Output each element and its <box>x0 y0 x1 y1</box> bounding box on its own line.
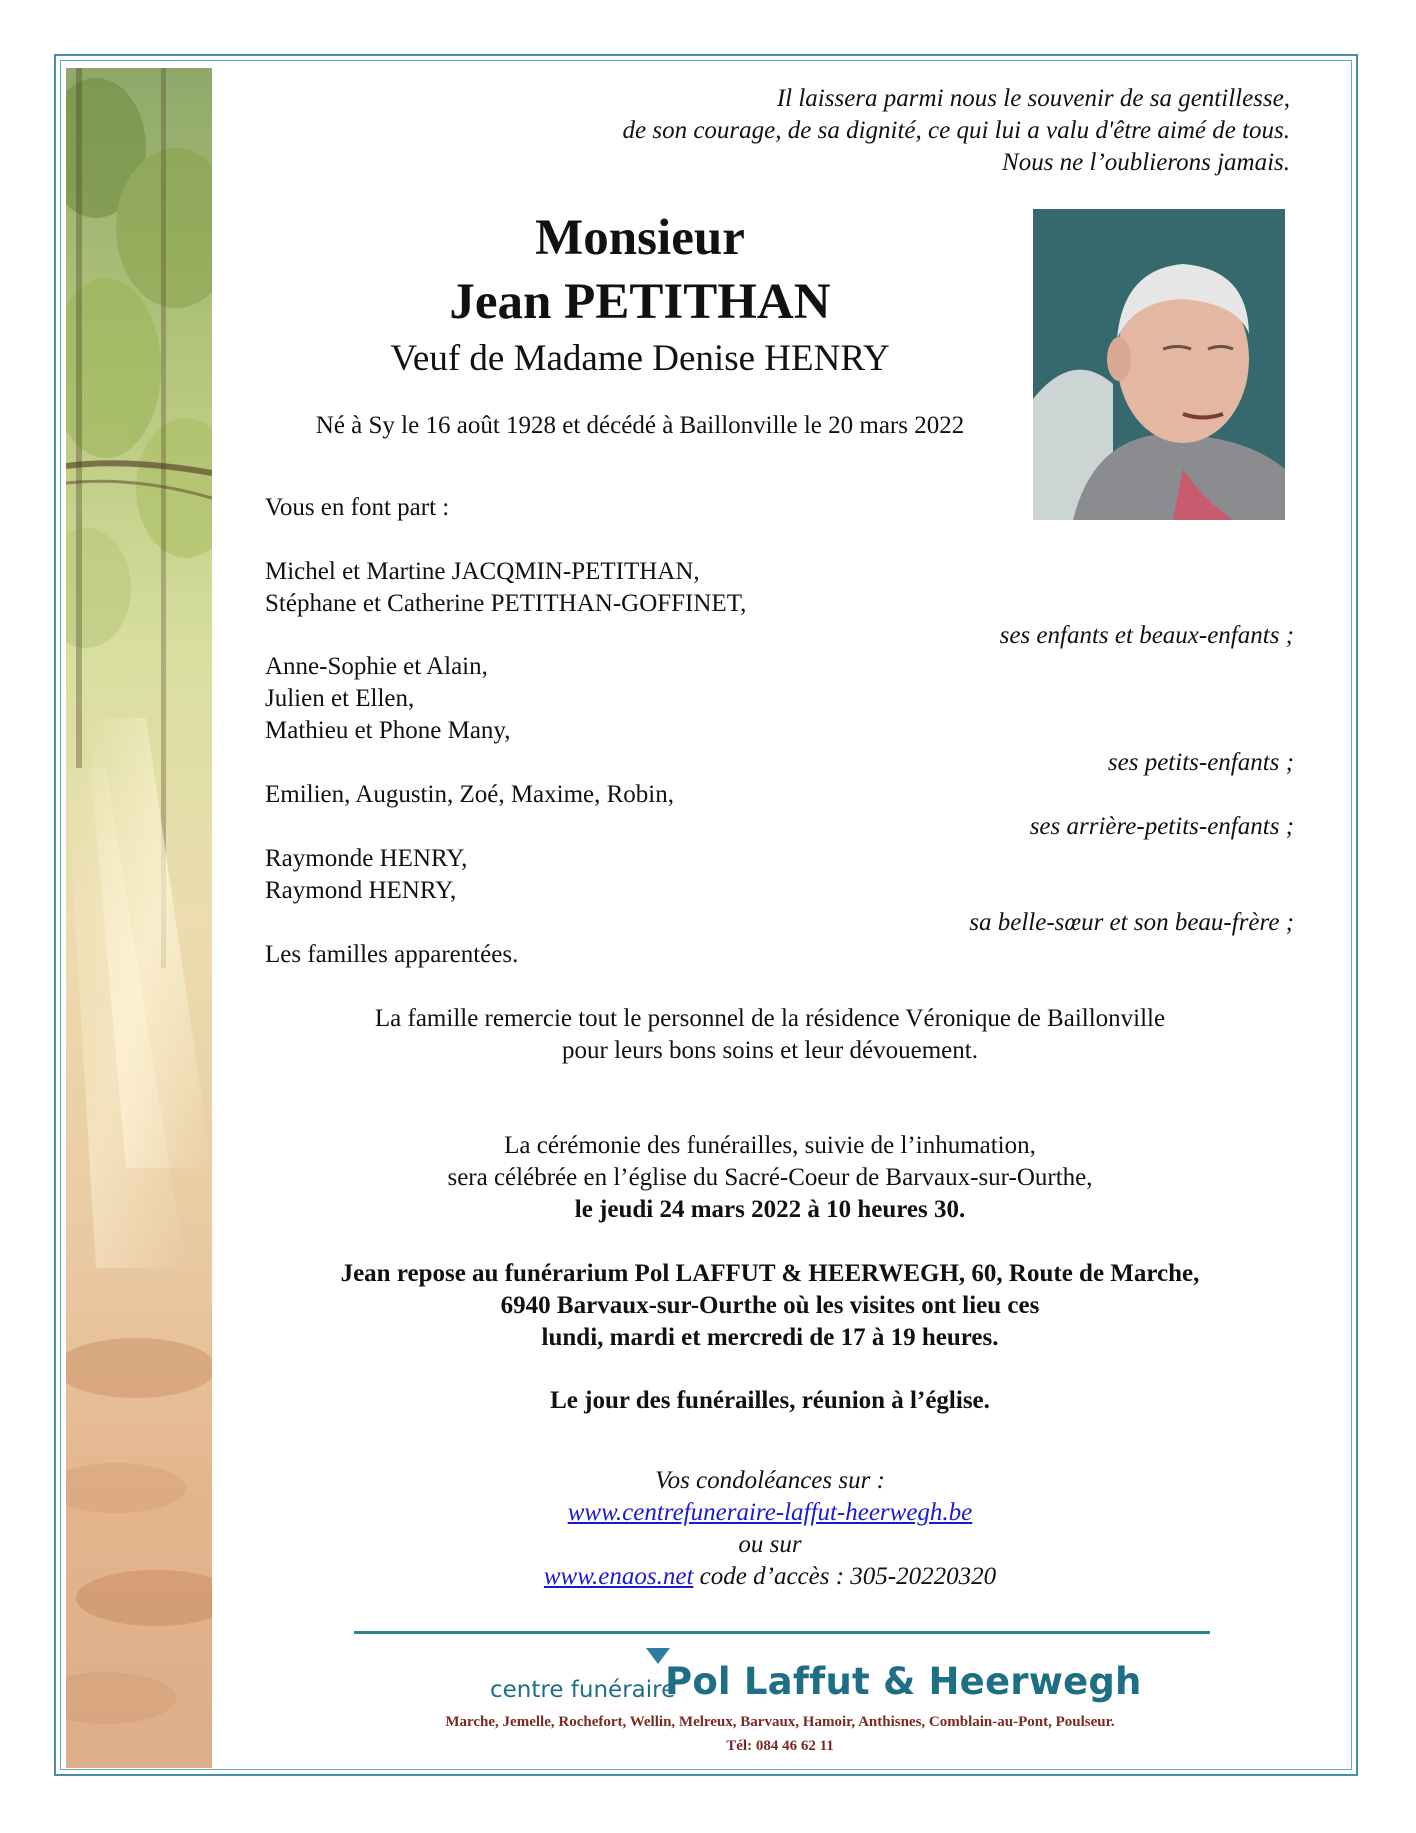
epigraph-line-3: Nous ne l’oublierons jamais. <box>1002 149 1290 176</box>
ceremony-line-1: La cérémonie des funérailles, suivie de l’inhumation, <box>504 1132 1036 1159</box>
children-line-1: Michel et Martine JACQMIN-PETITHAN, <box>265 558 700 585</box>
thanks-line-2: pour leurs bons soins et leur dévouement. <box>562 1037 978 1064</box>
honorific: Monsieur <box>535 210 745 266</box>
visitation-line-3: lundi, mardi et mercredi de 17 à 19 heures. <box>541 1324 999 1351</box>
grandchildren-line-3: Mathieu et Phone Many, <box>265 717 511 744</box>
portrait-photo <box>1033 209 1285 520</box>
epigraph-line-2: de son courage, de sa dignité, ce qui lui a valu d'être aimé de tous. <box>622 117 1290 144</box>
children-relation: ses enfants et beaux-enfants ; <box>999 622 1294 649</box>
ceremony-line-2: sera célébrée en l’église du Sacré-Coeur de Barvaux-sur-Ourthe, <box>447 1164 1093 1191</box>
intro-text: Vous en font part : <box>265 494 450 521</box>
great-grandchildren-relation: ses arrière-petits-enfants ; <box>1029 813 1294 840</box>
access-code: code d’accès : 305-20220320 <box>693 1563 997 1590</box>
in-laws-line-1: Raymonde HENRY, <box>265 845 468 872</box>
ceremony-date: le jeudi 24 mars 2022 à 10 heures 30. <box>574 1196 966 1223</box>
in-laws-relation: sa belle-sœur et son beau-frère ; <box>969 909 1294 936</box>
grandchildren-relation: ses petits-enfants ; <box>1107 749 1294 776</box>
footer-phone: Tél: 084 46 62 11 <box>726 1738 834 1754</box>
forest-path-photo <box>66 68 212 1768</box>
visitation-line-1: Jean repose au funérarium Pol LAFFUT & HEERWEGH, 60, Route de Marche, <box>340 1260 1200 1287</box>
visitation-line-2: 6940 Barvaux-sur-Ourthe où les visites ont lieu ces <box>500 1292 1040 1319</box>
grandchildren-line-1: Anne-Sophie et Alain, <box>265 653 488 680</box>
children-line-2: Stéphane et Catherine PETITHAN-GOFFINET, <box>265 590 747 617</box>
logo-small-text: centre funéraire <box>490 1677 676 1703</box>
birth-death-line: Né à Sy le 16 août 1928 et décédé à Baillonville le 20 mars 2022 <box>315 412 965 439</box>
enaos-link[interactable]: www.enaos.net <box>543 1563 694 1590</box>
condolences-or: ou sur <box>738 1531 802 1558</box>
condolences-link-line <box>240 1497 1300 1529</box>
meeting-line: Le jour des funérailles, réunion à l’église. <box>550 1387 990 1414</box>
epigraph-line-1: Il laissera parmi nous le souvenir de sa gentillesse, <box>776 85 1290 112</box>
funeral-center-link[interactable]: www.centrefuneraire-laffut-heerwegh.be <box>567 1499 973 1526</box>
logo-divider <box>354 1631 1210 1634</box>
great-grandchildren-line: Emilien, Augustin, Zoé, Maxime, Robin, <box>265 781 674 808</box>
families-line: Les familles apparentées. <box>265 941 519 968</box>
widower-of: Veuf de Madame Denise HENRY <box>390 338 890 379</box>
thanks-line-1: La famille remercie tout le personnel de la résidence Véronique de Baillonville <box>374 1005 1166 1032</box>
footer-towns: Marche, Jemelle, Rochefort, Wellin, Melreux, Barvaux, Hamoir, Anthisnes, Comblain-au-Pont, Poulseur. <box>445 1714 1115 1730</box>
logo-brand-name: Pol Laffut & Heerwegh <box>665 1660 1142 1703</box>
grandchildren-line-2: Julien et Ellen, <box>265 685 415 712</box>
deceased-name: Jean PETITHAN <box>449 274 831 330</box>
in-laws-line-2: Raymond HENRY, <box>265 877 457 904</box>
enaos-line <box>240 1561 1300 1593</box>
condolences-label: Vos condoléances sur : <box>655 1467 885 1494</box>
